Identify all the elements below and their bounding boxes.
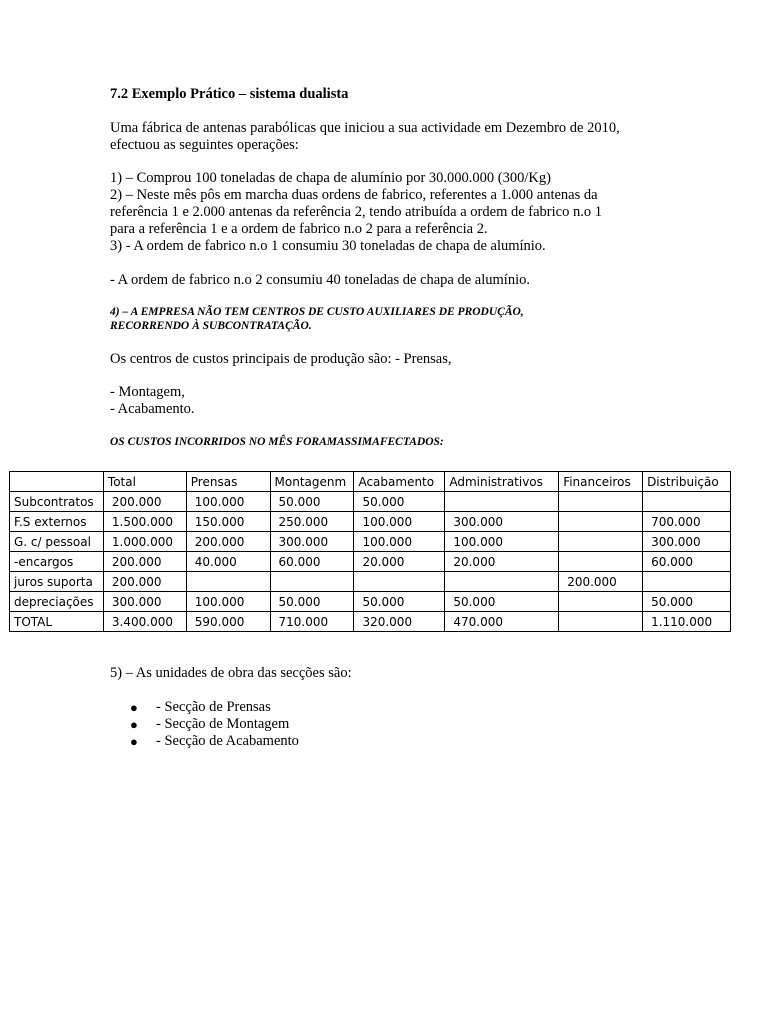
units-list — [110, 699, 299, 750]
table-cell: 300.000 — [103, 592, 186, 612]
table-row — [10, 552, 731, 572]
table-cell: 320.000 — [354, 612, 445, 632]
table-cell: 20.000 — [445, 552, 559, 572]
row-label: -encargos — [10, 552, 104, 572]
table-cell: 200.000 — [103, 572, 186, 592]
operation-line: 3) - A ordem de fabrico n.o 1 consumiu 30 toneladas de chapa de alumínio. — [110, 238, 546, 254]
bullet-icon: ● — [130, 717, 138, 732]
table-cell: 1.110.000 — [643, 612, 731, 632]
table-cell — [445, 572, 559, 592]
table-cell: 50.000 — [643, 592, 731, 612]
notice-heading — [110, 305, 524, 333]
row-label: F.S externos — [10, 512, 104, 532]
operation-line: 2) – Neste mês pôs em marcha duas ordens de fabrico, referentes a 1.000 antenas da — [110, 187, 598, 203]
table-header-row — [10, 472, 731, 492]
header-cell: Distribuição — [643, 472, 731, 492]
row-label: depreciações — [10, 592, 104, 612]
row-label: juros suporta — [10, 572, 104, 592]
row-label: G. c/ pessoal — [10, 532, 104, 552]
centros-list — [110, 384, 195, 418]
table-cell: 50.000 — [354, 592, 445, 612]
table-cell — [559, 512, 643, 532]
table-cell: 20.000 — [354, 552, 445, 572]
table-cell — [559, 492, 643, 512]
table-cell: 250.000 — [270, 512, 354, 532]
costs-heading: OS CUSTOS INCORRIDOS NO MÊS FORAMASSIMAFECTADOS: — [110, 436, 444, 448]
table-cell — [354, 572, 445, 592]
table-cell: 50.000 — [270, 592, 354, 612]
table-cell: 100.000 — [186, 492, 270, 512]
header-cell: Montagenm — [270, 472, 354, 492]
table-cell: 710.000 — [270, 612, 354, 632]
list-item — [110, 733, 299, 750]
table-cell: 200.000 — [103, 492, 186, 512]
list-item — [110, 716, 299, 733]
list-item-label: - Secção de Prensas — [156, 699, 271, 715]
list-item-label: - Secção de Acabamento — [156, 733, 299, 749]
operations-paragraph — [110, 170, 602, 255]
table-cell: 590.000 — [186, 612, 270, 632]
table-cell: 200.000 — [559, 572, 643, 592]
table-cell: 200.000 — [186, 532, 270, 552]
notice-line: RECORRENDO À SUBCONTRATAÇÃO. — [110, 320, 312, 332]
intro-line: Uma fábrica de antenas parabólicas que iniciou a sua actividade em Dezembro de 2010, — [110, 120, 620, 136]
table-cell: 60.000 — [643, 552, 731, 572]
centro-item: - Acabamento. — [110, 401, 195, 417]
row-label: TOTAL — [10, 612, 104, 632]
table-cell — [445, 492, 559, 512]
table-cell: 100.000 — [354, 512, 445, 532]
table-cell: 100.000 — [186, 592, 270, 612]
notice-line: 4) – A EMPRESA NÃO TEM CENTROS DE CUSTO AUXILIARES DE PRODUÇÃO, — [110, 306, 524, 318]
table-cell: 60.000 — [270, 552, 354, 572]
table-cell: 50.000 — [270, 492, 354, 512]
table-row — [10, 572, 731, 592]
table-cell — [559, 612, 643, 632]
table-cell: 470.000 — [445, 612, 559, 632]
table-total-row — [10, 612, 731, 632]
list-item — [110, 699, 299, 716]
table-cell — [186, 572, 270, 592]
table-row — [10, 592, 731, 612]
table-cell: 50.000 — [354, 492, 445, 512]
bullet-icon: ● — [130, 700, 138, 715]
centros-paragraph: Os centros de custos principais de produção são: - Prensas, — [110, 351, 452, 367]
header-cell: Total — [103, 472, 186, 492]
operation-line: referência 1 e 2.000 antenas da referência 2, tendo atribuída a ordem de fabrico n.o 1 — [110, 204, 602, 220]
table-cell — [270, 572, 354, 592]
section-title: 7.2 Exemplo Prático – sistema dualista — [110, 86, 349, 102]
table-cell: 100.000 — [445, 532, 559, 552]
table-cell: 300.000 — [643, 532, 731, 552]
centro-item: - Montagem, — [110, 384, 185, 400]
table-cell: 100.000 — [354, 532, 445, 552]
operation-line-3b: - A ordem de fabrico n.o 2 consumiu 40 toneladas de chapa de alumínio. — [110, 272, 530, 288]
table-cell: 50.000 — [445, 592, 559, 612]
table-cell — [559, 532, 643, 552]
intro-line: efectuou as seguintes operações: — [110, 137, 299, 153]
table-row — [10, 532, 731, 552]
table-cell: 40.000 — [186, 552, 270, 572]
row-label: Subcontratos — [10, 492, 104, 512]
header-cell: Prensas — [186, 472, 270, 492]
operation-line: para a referência 1 e a ordem de fabrico n.o 2 para a referência 2. — [110, 221, 488, 237]
table-cell: 300.000 — [270, 532, 354, 552]
intro-paragraph — [110, 120, 620, 154]
header-cell — [10, 472, 104, 492]
table-cell: 300.000 — [445, 512, 559, 532]
table-cell — [643, 572, 731, 592]
table-row — [10, 492, 731, 512]
costs-table — [9, 471, 731, 632]
table-cell: 1.000.000 — [103, 532, 186, 552]
units-intro: 5) – As unidades de obra das secções são: — [110, 665, 352, 681]
table-cell: 3.400.000 — [103, 612, 186, 632]
table-cell: 200.000 — [103, 552, 186, 572]
header-cell: Financeiros — [559, 472, 643, 492]
list-item-label: - Secção de Montagem — [156, 716, 290, 732]
operation-line: 1) – Comprou 100 toneladas de chapa de alumínio por 30.000.000 (300/Kg) — [110, 170, 551, 186]
table-cell: 150.000 — [186, 512, 270, 532]
table-cell — [643, 492, 731, 512]
header-cell: Administrativos — [445, 472, 559, 492]
table-cell: 700.000 — [643, 512, 731, 532]
table-cell — [559, 592, 643, 612]
bullet-icon: ● — [130, 734, 138, 749]
table-cell — [559, 552, 643, 572]
table-row — [10, 512, 731, 532]
header-cell: Acabamento — [354, 472, 445, 492]
table-cell: 1.500.000 — [103, 512, 186, 532]
